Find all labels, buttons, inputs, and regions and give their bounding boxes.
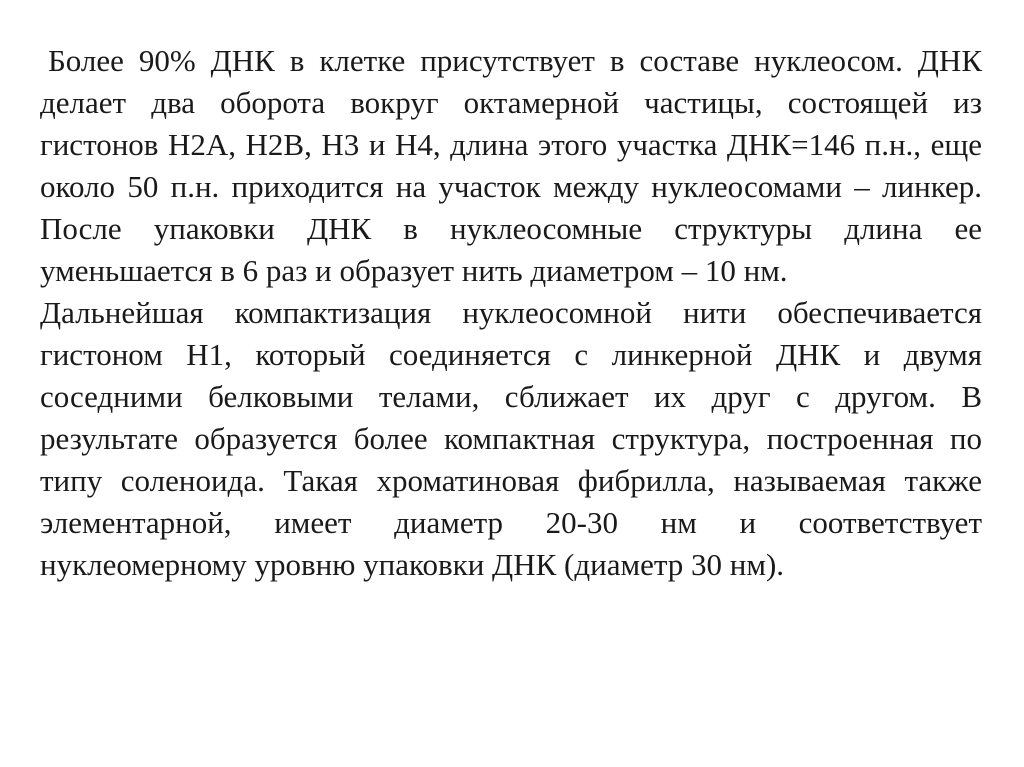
paragraph-solenoid: Дальнейшая компактизация нуклеосомной нити обеспечивается гистоном Н1, который соединяется с линкерной ДНК и двумя соседними белковыми телами, сближает их друг с другом. В результате образуется более компактная структура, построенная по типу соленоида. Такая хроматиновая фибрилла, называемая также элементарной, имеет диаметр 20-30 нм и соответствует нуклеомерному уровню упаковки ДНК (диаметр 30 нм). [40, 295, 982, 582]
paragraph-nucleosome: Более 90% ДНК в клетке присутствует в составе нуклеосом. ДНК делает два оборота вокруг октамерной частицы, состоящей из гистонов Н2А, Н2В, Н3 и Н4, длина этого участка ДНК=146 п.н., еще около 50 п.н. приходится на участок между нуклеосомами – линкер. После упаковки ДНК в нуклеосомные структуры длина ее уменьшается в 6 раз и образует нить диаметром – 10 нм. [40, 43, 982, 288]
slide-body [40, 40, 982, 586]
